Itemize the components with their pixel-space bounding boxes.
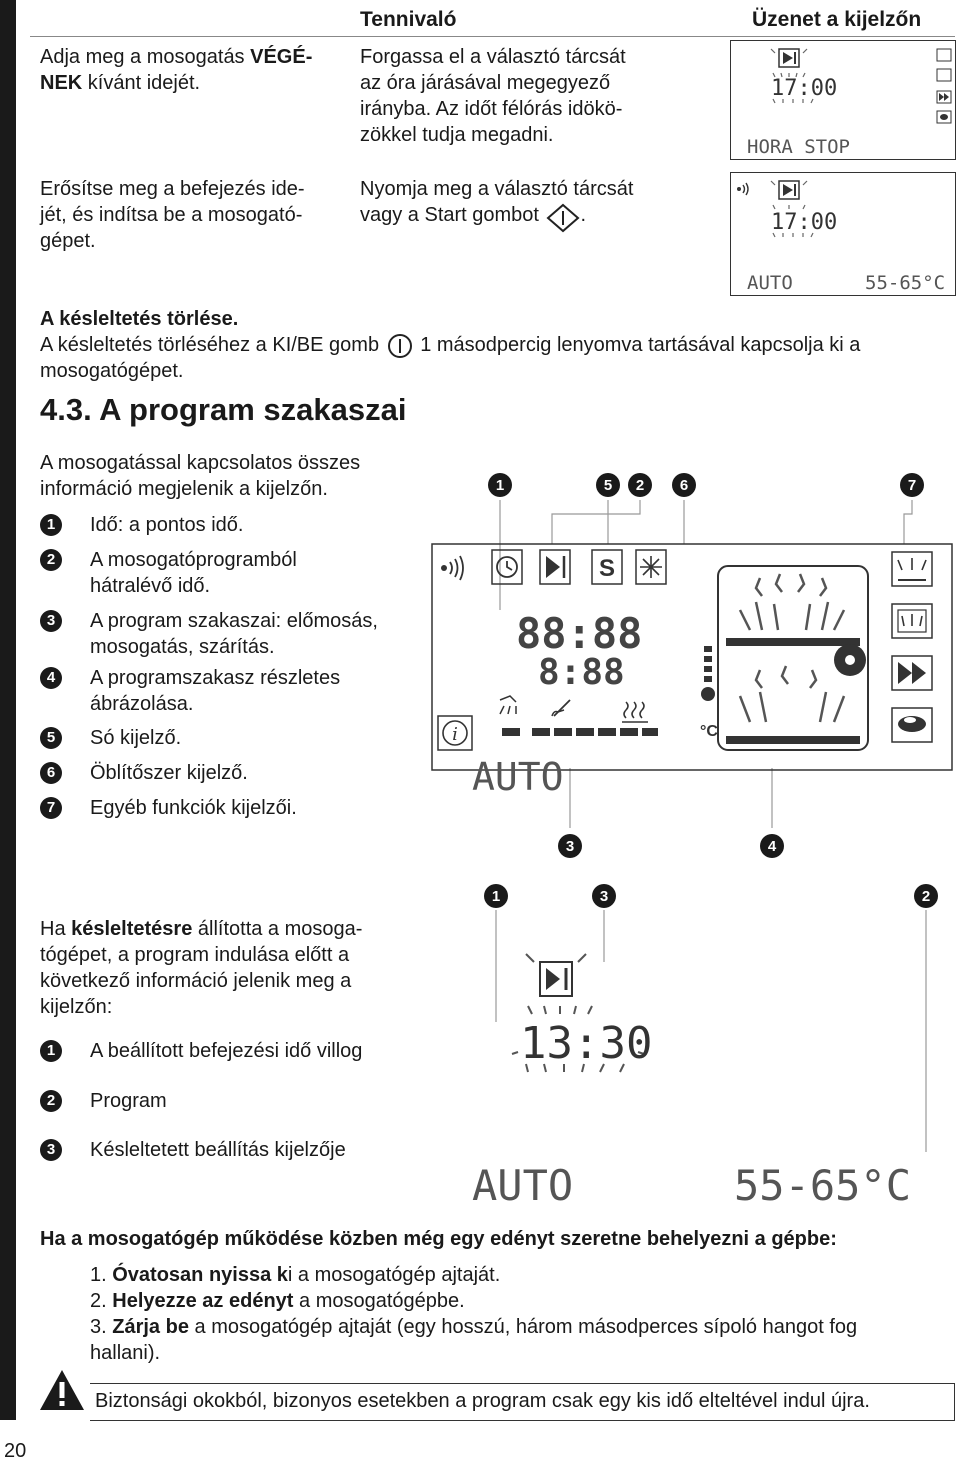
legend-label: Program [90,1090,167,1112]
row1-description [40,44,360,96]
marker-number: 6 [679,477,689,494]
legend-label: A program szakaszai: előmosás, [90,610,378,632]
row1-todo [360,44,680,148]
step-number: 2. [90,1290,107,1312]
step-bold: Zárja be [112,1316,189,1338]
sound-icon [737,183,748,195]
row2-todo [360,176,680,229]
legend-number: 7 [40,797,62,819]
delay-cancel-text-c: mosogatógépet. [40,360,184,382]
legend-label: mosogatás, szárítás. [90,636,275,658]
warning-icon [38,1368,86,1412]
delay-display-svg [460,882,955,1212]
row2-todo-line: Nyomja meg a választó tárcsát [360,178,634,200]
row1-lcd-display [730,40,956,160]
row2-lcd-svg [731,173,955,295]
legend-label: Idő: a pontos idő. [90,514,244,536]
insert-step [90,1314,950,1340]
delay-cancel-text [40,332,950,359]
section-intro [40,450,420,502]
play-end-icon [540,550,570,584]
delay-time: 13:30 [520,1018,653,1069]
delay-auto: AUTO [472,1161,574,1210]
svg-text:i: i [452,724,458,745]
row1-lcd-svg [731,41,955,159]
top-markers [488,473,924,497]
row2-desc-line: Erősítse meg a befejezés ide- [40,178,305,200]
legend-number: 3 [40,1139,62,1161]
fast-forward-icon [892,656,932,690]
row2-todo-period: . [580,204,587,226]
legend-number: 1 [40,514,62,536]
col-header-task: Tennivaló [360,8,457,31]
table-top-rule [30,36,955,37]
delay-cancel-text-b: 1 másodpercig lenyomva tartásával kapcsolja ki a [420,334,861,356]
play-end-icon [779,181,799,199]
salt-icon [592,550,622,584]
legend-number: 1 [40,1040,62,1062]
side-function-icons [937,49,951,123]
legend-number: 2 [40,549,62,571]
main-display-svg [430,470,955,870]
temperature-gauge [701,646,715,701]
marker-number: 5 [603,477,613,494]
page-side-bar [0,0,16,1420]
delay-display-diagram [460,882,955,1212]
legend-number: 4 [40,667,62,689]
row1-desc-bold: VÉGÉ- [250,46,313,68]
phase-bars [502,728,658,736]
row1-desc-part: Adja meg a mosogatás [40,46,251,68]
section-title: 4.3. A program szakaszai [40,392,407,427]
main-display-diagram [430,470,955,870]
lower-basket-icon [892,604,932,638]
dry-icon [622,702,648,722]
play-end-icon [540,962,572,996]
row2-lcd-time: 17:00 [771,210,838,235]
insert-step [90,1262,950,1288]
delay-intro-line: tógépet, a program indulása előtt a [40,944,350,966]
power-button-icon [385,333,415,359]
delay-intro-line: következő információ jelenik meg a [40,970,352,992]
info-icon [438,716,472,750]
insert-step-cont: hallani). [90,1342,161,1364]
auto-label: AUTO [472,755,564,799]
row2-lcd-left: AUTO [747,272,793,294]
delay-intro-a: Ha [40,918,72,940]
row1-desc-bold2: NEK [40,72,83,94]
row2-desc-line: jét, és indítsa be a mosogató- [40,204,303,226]
step-rest: a mosogatógépbe. [293,1290,465,1312]
sound-icon [441,556,463,580]
marker-number: 2 [635,477,645,494]
row1-lcd-time: 17:00 [771,76,838,101]
row1-todo-line: zökkel tudja megadni. [360,124,554,146]
insert-dish-steps [90,1262,950,1366]
step-rest: i a mosogatógép ajtaját. [287,1264,501,1286]
legend-label: A mosogatóprogramból [90,549,297,571]
delay-cancel-title: A késleltetés törlése. [40,308,239,330]
legend-label: ábrázolása. [90,693,194,715]
marker-number: 1 [495,477,505,494]
legend-number: 6 [40,762,62,784]
row1-lcd-text: HORA STOP [747,136,850,158]
col-header-display: Üzenet a kijelzőn [752,8,922,31]
page-number: 20 [4,1440,27,1462]
half-load-icon [892,552,932,586]
delay-temp: 55-65°C [734,1161,912,1210]
legend-label: Egyéb funkciók kijelzői. [90,797,297,819]
row2-desc-line: gépet. [40,230,96,252]
row2-description [40,176,360,254]
delay-intro-c: állította a mosoga- [192,918,363,940]
warning-text: Biztonsági okokból, bizonyos esetekben a program csak egy kis idő elteltével indul újra. [95,1390,870,1412]
delay-intro-bold: késleltetésre [71,918,193,940]
marker-number: 2 [921,888,931,905]
play-end-icon [779,49,799,67]
svg-text:S: S [598,555,616,582]
step-bold: Óvatosan nyissa k [112,1264,288,1286]
rinse-aid-icon [636,550,666,584]
legend-label: Késleltetett beállítás kijelzője [90,1139,346,1161]
row1-todo-line: az óra járásával megegyező [360,72,611,94]
marker-number: 4 [767,838,777,855]
marker-number: 3 [565,838,575,855]
marker-number: 3 [599,888,609,905]
marker-number: 7 [907,477,917,494]
step-number: 3. [90,1316,107,1338]
row1-todo-line: Forgassa el a választó tárcsát [360,46,626,68]
step-number: 1. [90,1264,107,1286]
wash-icon [552,700,570,716]
legend-number: 2 [40,1090,62,1112]
row2-lcd-display [730,172,956,296]
insert-step [90,1288,950,1314]
section-intro-line: információ megjelenik a kijelzőn. [40,478,328,500]
start-button-icon [545,203,581,229]
step-bold: Helyezze az edényt [112,1290,294,1312]
clock-icon [492,550,522,584]
row1-todo-line: irányba. Az időt félórás idökö- [360,98,623,120]
row2-todo-text: vagy a Start gombot [360,204,539,226]
tablet-icon [892,708,932,742]
step-rest: a mosogatógép ajtaját (egy hosszú, három másodperces sípoló hangot fog [188,1316,858,1338]
remaining-time: 8:88 [538,652,625,693]
celsius-unit: °C [700,723,718,740]
delay-cancel-text-a: A késleltetés törléséhez a KI/BE gomb [40,334,380,356]
marker-number: 1 [491,888,501,905]
delay-info-intro [40,916,400,1020]
legend-label: A beállított befejezési idő villog [90,1040,363,1062]
legend-label: hátralévő idő. [90,575,211,597]
delay-intro-line: kijelzőn: [40,996,113,1018]
legend-number: 3 [40,610,62,632]
display-frame [432,544,952,770]
insert-dish-title: Ha a mosogatógép működése közben még egy edényt szeretne behelyezni a gépbe: [40,1228,837,1250]
legend-label: Öblítőszer kijelző. [90,762,248,784]
prewash-icon [500,696,516,714]
legend-number: 5 [40,727,62,749]
legend-label: Só kijelző. [90,727,182,749]
row2-todo-line2 [360,202,680,229]
row2-lcd-right: 55-65°C [865,272,946,294]
section-intro-line: A mosogatással kapcsolatos összes [40,452,361,474]
main-time: 88:88 [516,609,643,658]
row1-desc-end: kívánt idejét. [82,72,201,94]
legend-label: A programszakasz részletes [90,667,341,689]
spray-arms-graphic [718,566,868,750]
